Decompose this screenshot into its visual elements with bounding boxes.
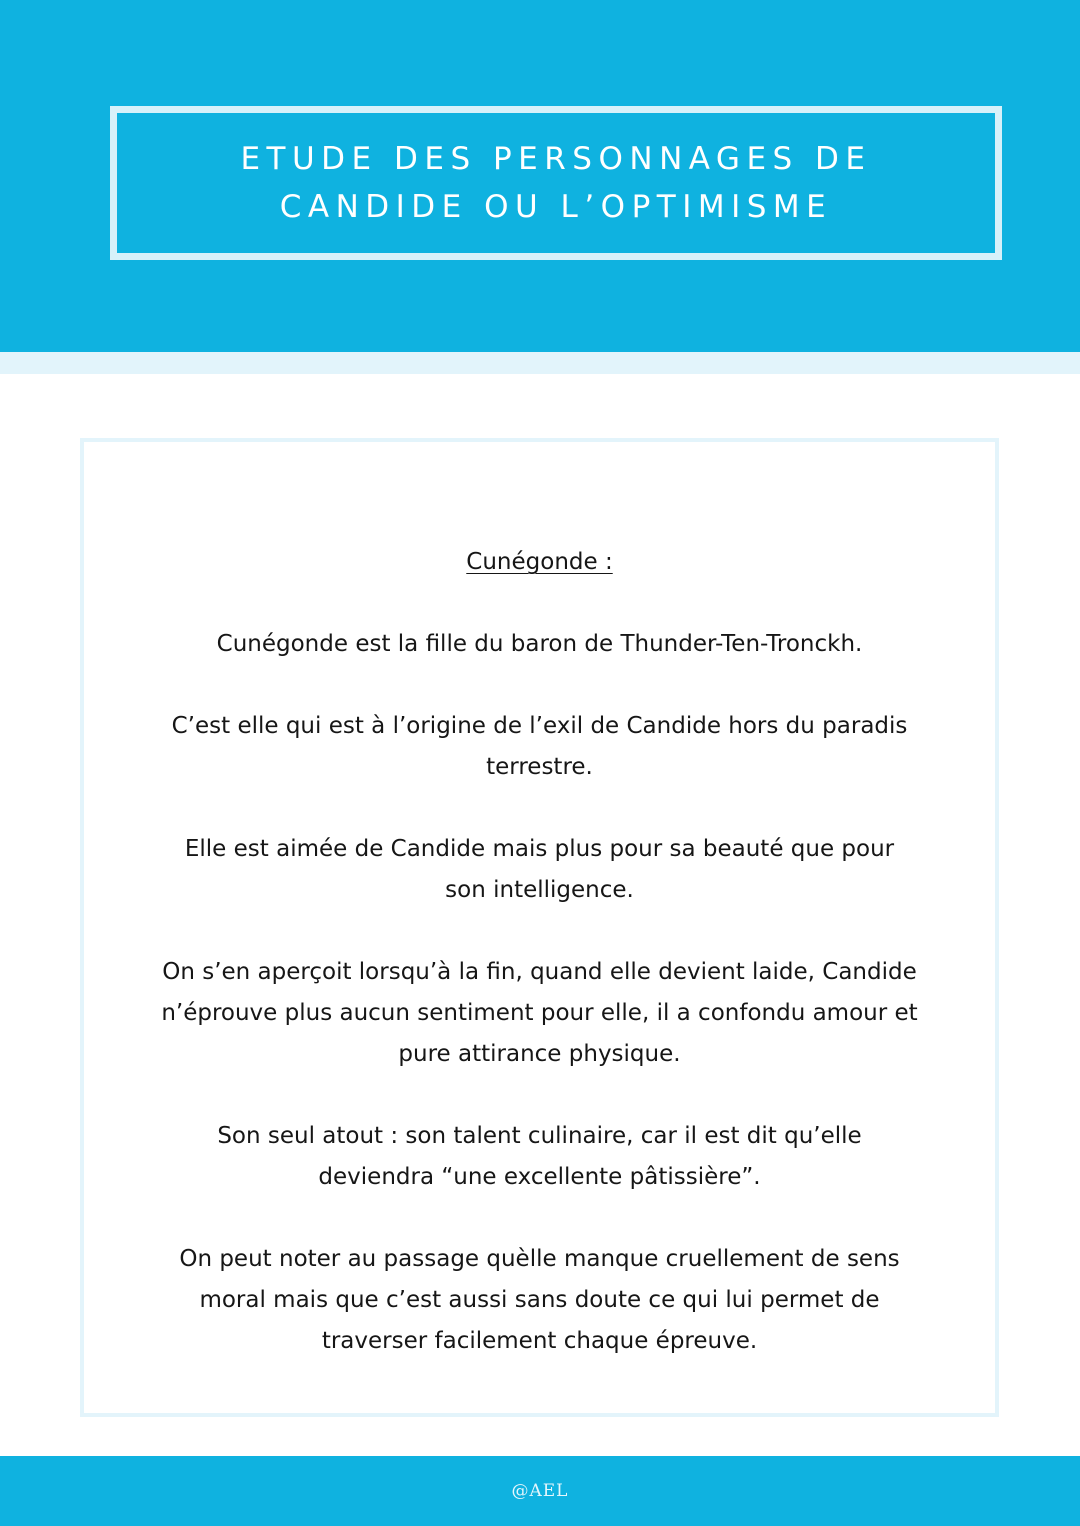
content-card — [80, 438, 999, 1417]
paragraph: Cunégonde est la fille du baron de Thunder-Ten-Tronckh. — [216, 631, 863, 657]
footer-author: @AEL — [511, 1481, 569, 1501]
section-title: Cunégonde : — [466, 549, 613, 575]
paragraph: Elle est aimée de Candide mais plus pour sa beauté que pour son intelligence. — [184, 836, 895, 903]
paragraph: Son seul atout : son talent culinaire, car il est dit qu’elle deviendra “une excellente pâtissière”. — [217, 1123, 862, 1190]
header-banner — [0, 0, 1080, 352]
page-title-line-1: ETUDE DES PERSONNAGES DE — [240, 141, 872, 177]
paragraph: On s’en aperçoit lorsqu’à la fin, quand elle devient laide, Candide n’éprouve plus aucun sentiment pour elle, il a confondu amour et pure attirance physique. — [161, 959, 918, 1067]
title-frame — [110, 106, 1002, 260]
paragraph: On peut noter au passage quèlle manque cruellement de sens moral mais que c’est aussi sans doute ce qui lui permet de traverser facilement chaque épreuve. — [179, 1246, 900, 1354]
content-body — [84, 542, 995, 1362]
header-divider — [0, 352, 1080, 374]
footer-bar — [0, 1456, 1080, 1526]
paragraph: C’est elle qui est à l’origine de l’exil de Candide hors du paradis terrestre. — [171, 713, 908, 780]
page-title-line-2: CANDIDE OU L’OPTIMISME — [279, 189, 833, 225]
